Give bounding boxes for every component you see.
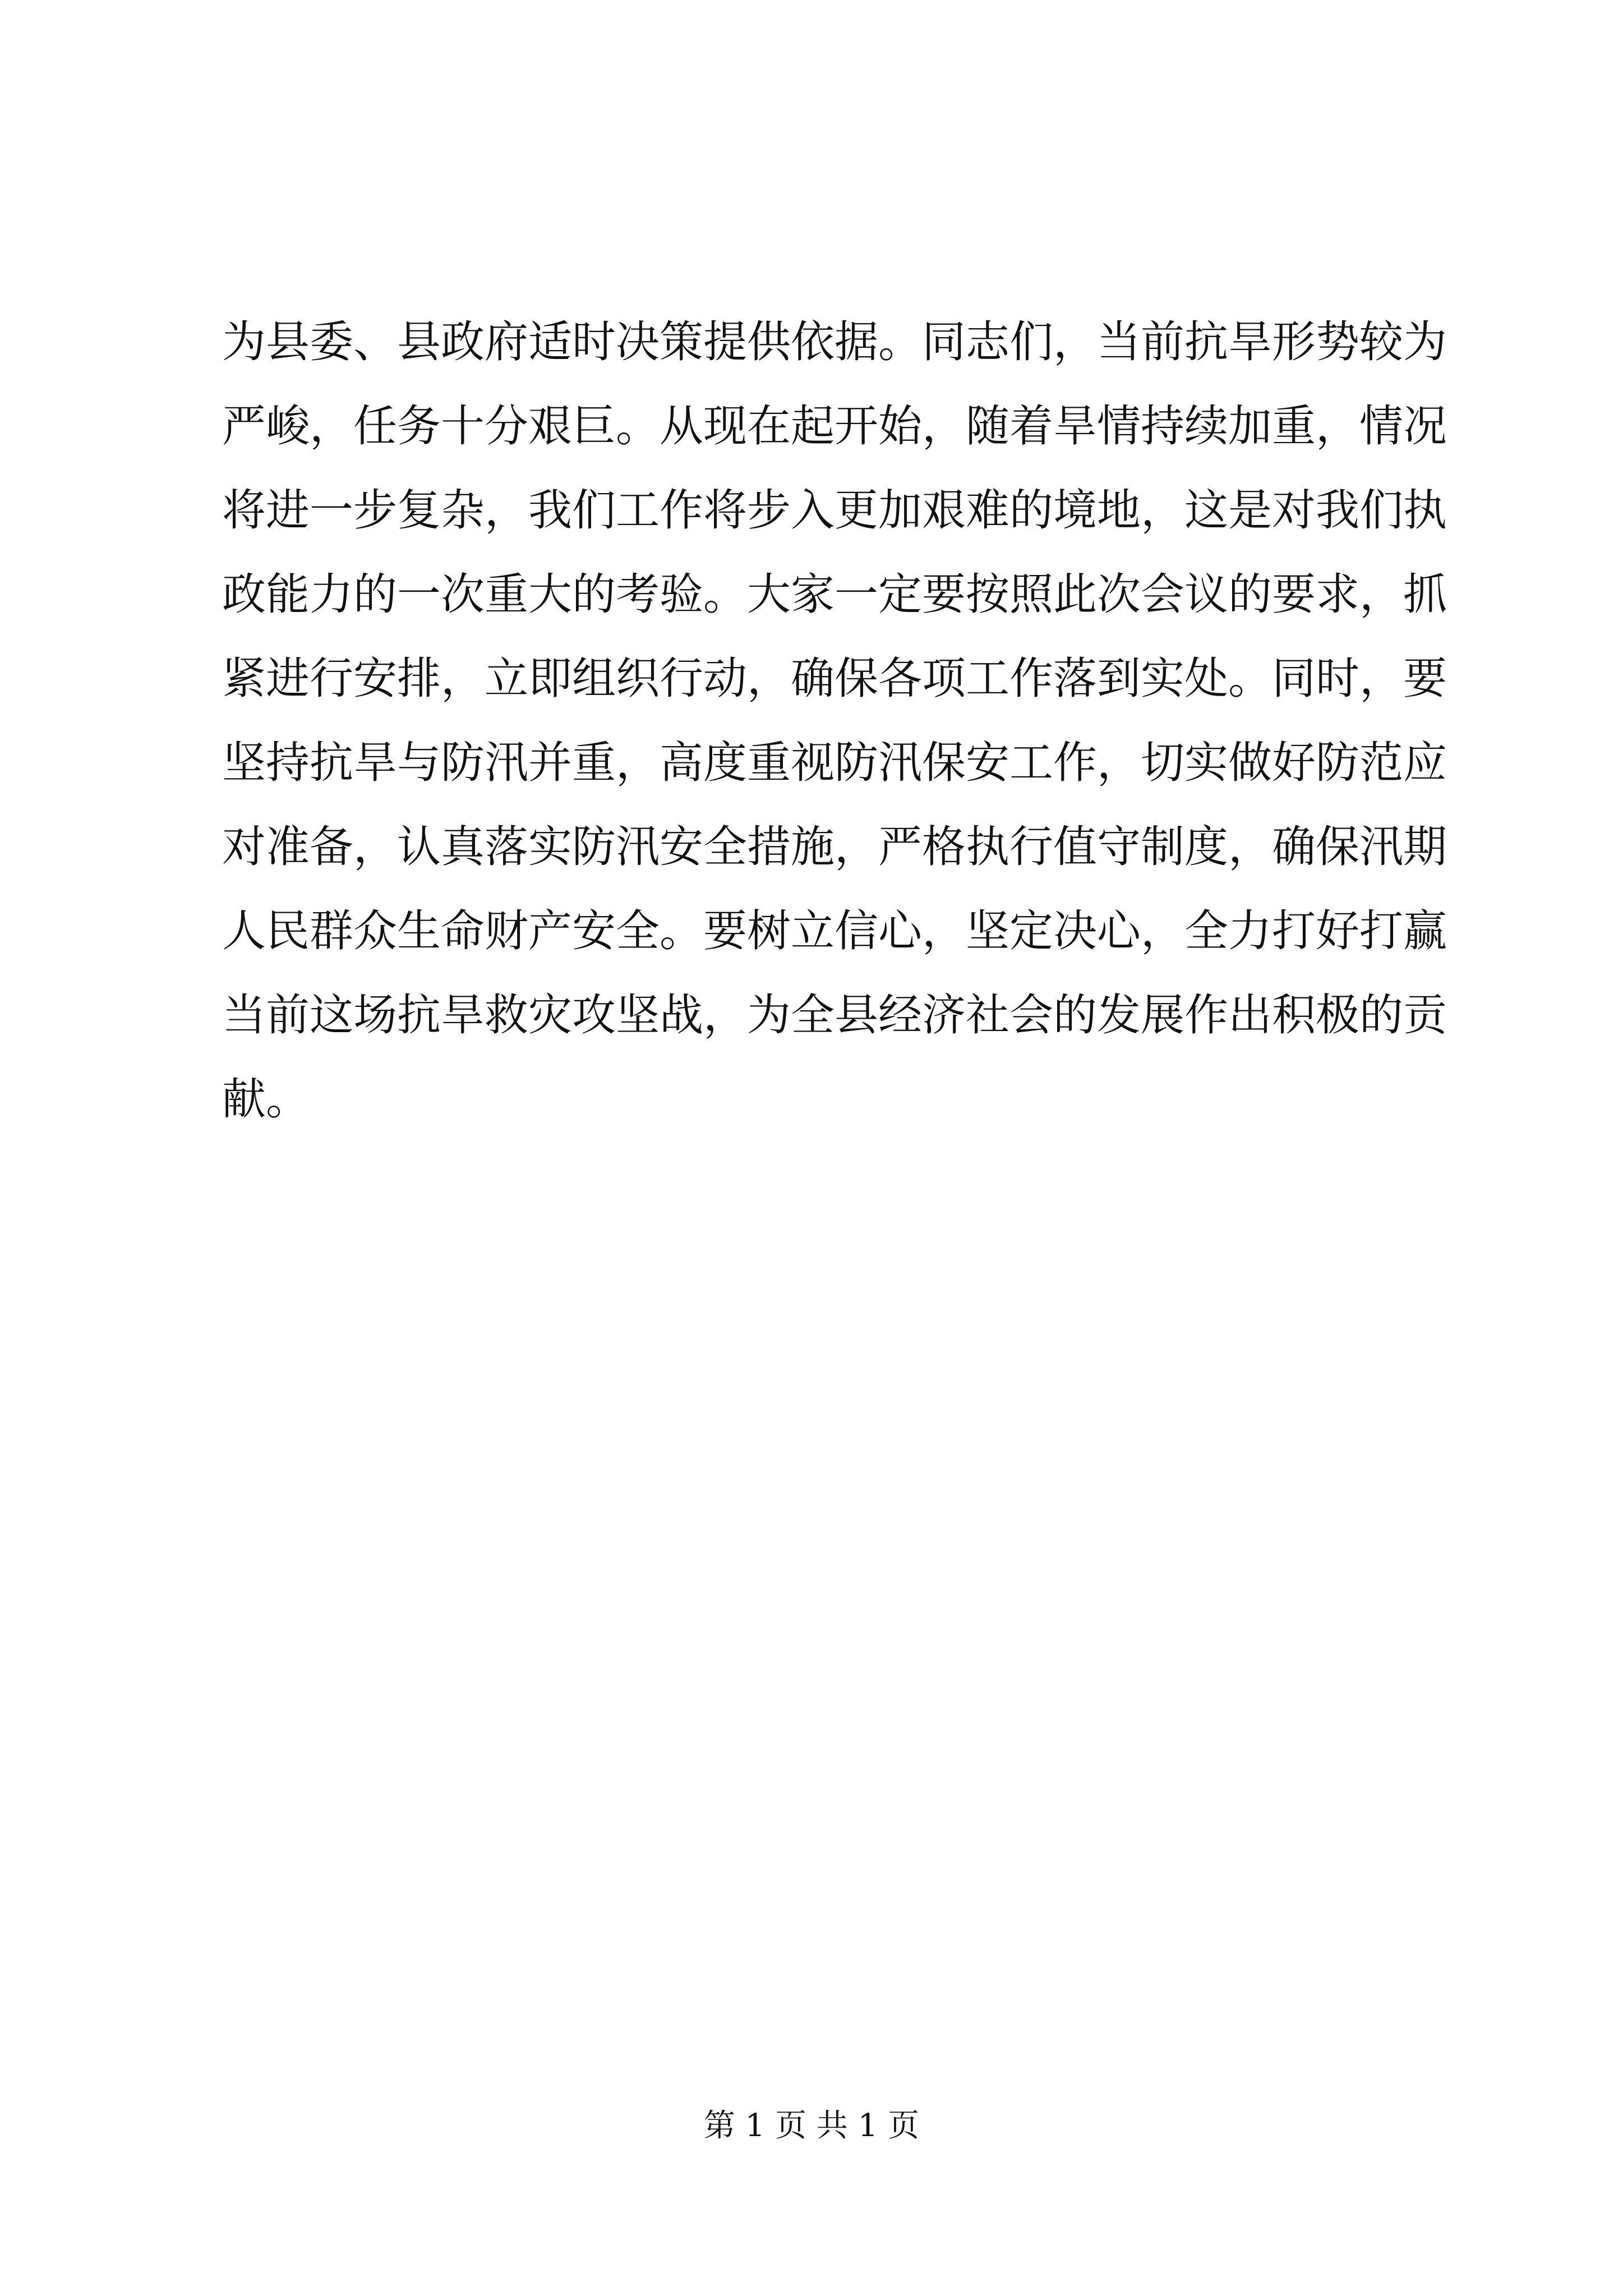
paragraph-line: 坚持抗旱与防汛并重，高度重视防汛保安工作，切实做好防范应: [222, 738, 1447, 788]
paragraph-line: 紧进行安排，立即组织行动，确保各项工作落到实处。同时，要: [222, 654, 1447, 704]
paragraph-line: 对准备，认真落实防汛安全措施，严格执行值守制度，确保汛期: [222, 822, 1447, 872]
paragraph-line: 政能力的一次重大的考验。大家一定要按照此次会议的要求，抓: [222, 569, 1447, 620]
page-number-footer: 第 1 页 共 1 页: [703, 2108, 920, 2144]
paragraph-line: 严峻，任务十分艰巨。从现在起开始，随着旱情持续加重，情况: [222, 401, 1447, 452]
paragraph-line: 将进一步复杂，我们工作将步入更加艰难的境地，这是对我们执: [222, 485, 1447, 536]
paragraph-line: 当前这场抗旱救灾攻坚战，为全县经济社会的发展作出积极的贡: [222, 990, 1447, 1041]
paragraph-line: 人民群众生命财产安全。要树立信心，坚定决心，全力打好打赢: [222, 906, 1447, 956]
body-paragraph: [222, 300, 1447, 1142]
paragraph-line: 为县委、县政府适时决策提供依据。同志们，当前抗旱形势较为: [222, 317, 1447, 367]
paragraph-line: 献。: [222, 1074, 310, 1125]
